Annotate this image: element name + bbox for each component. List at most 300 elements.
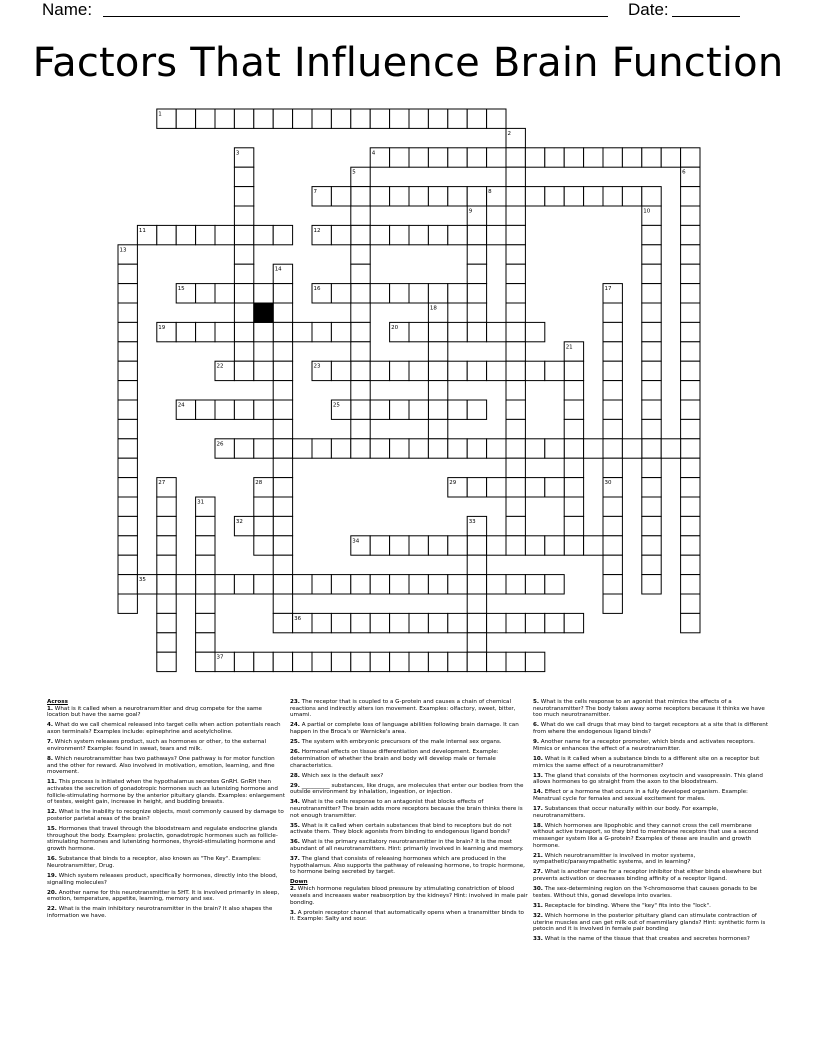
grid-cell[interactable] — [370, 284, 389, 303]
grid-cell[interactable] — [293, 322, 312, 341]
grid-cell[interactable] — [215, 109, 234, 128]
grid-cell[interactable] — [370, 536, 389, 555]
grid-cell[interactable] — [273, 381, 292, 400]
grid-cell[interactable] — [370, 400, 389, 419]
grid-cell[interactable] — [603, 575, 622, 594]
grid-cell[interactable] — [642, 439, 661, 458]
grid-cell[interactable] — [506, 478, 525, 497]
grid-cell[interactable] — [467, 284, 486, 303]
grid-cell[interactable] — [409, 361, 428, 380]
grid-cell[interactable] — [506, 225, 525, 244]
grid-cell[interactable] — [118, 497, 137, 516]
grid-cell[interactable] — [390, 536, 409, 555]
grid-cell[interactable] — [254, 109, 273, 128]
grid-cell[interactable] — [370, 613, 389, 632]
grid-cell[interactable] — [118, 284, 137, 303]
grid-cell[interactable] — [603, 439, 622, 458]
grid-cell[interactable] — [467, 148, 486, 167]
grid-cell[interactable] — [603, 497, 622, 516]
grid-cell[interactable] — [293, 652, 312, 671]
grid-cell[interactable] — [603, 342, 622, 361]
grid-cell[interactable] — [273, 458, 292, 477]
grid-cell[interactable] — [234, 400, 253, 419]
grid-cell[interactable] — [467, 613, 486, 632]
grid-cell[interactable] — [467, 439, 486, 458]
grid-cell[interactable] — [545, 148, 564, 167]
grid-cell[interactable] — [312, 652, 331, 671]
grid-cell[interactable] — [331, 439, 350, 458]
grid-cell[interactable] — [681, 225, 700, 244]
grid-cell[interactable] — [390, 109, 409, 128]
grid-cell[interactable] — [312, 613, 331, 632]
grid-cell[interactable] — [118, 400, 137, 419]
grid-cell[interactable] — [642, 516, 661, 535]
grid-cell[interactable] — [448, 613, 467, 632]
grid-cell[interactable] — [409, 322, 428, 341]
grid-cell[interactable] — [642, 458, 661, 477]
grid-cell[interactable] — [351, 342, 370, 361]
grid-cell[interactable] — [196, 109, 215, 128]
grid-cell[interactable] — [487, 322, 506, 341]
grid-cell[interactable] — [176, 575, 195, 594]
grid-cell[interactable] — [273, 536, 292, 555]
grid-cell[interactable] — [331, 613, 350, 632]
grid-cell[interactable] — [506, 458, 525, 477]
grid-cell[interactable] — [467, 225, 486, 244]
grid-cell[interactable] — [196, 225, 215, 244]
grid-cell[interactable] — [584, 148, 603, 167]
grid-cell[interactable] — [681, 497, 700, 516]
grid-cell[interactable] — [506, 575, 525, 594]
grid-cell[interactable] — [390, 439, 409, 458]
grid-cell[interactable] — [196, 633, 215, 652]
grid-cell[interactable] — [428, 284, 447, 303]
grid-cell[interactable] — [351, 575, 370, 594]
grid-cell[interactable] — [312, 575, 331, 594]
grid-cell[interactable] — [545, 439, 564, 458]
grid-cell[interactable] — [681, 594, 700, 613]
grid-cell[interactable] — [642, 555, 661, 574]
grid-cell[interactable] — [622, 439, 641, 458]
grid-cell[interactable] — [603, 187, 622, 206]
grid-cell[interactable] — [351, 264, 370, 283]
grid-cell[interactable] — [448, 536, 467, 555]
grid-cell[interactable] — [312, 322, 331, 341]
grid-cell[interactable] — [273, 400, 292, 419]
grid-cell[interactable] — [254, 516, 273, 535]
grid-cell[interactable] — [506, 303, 525, 322]
grid-cell[interactable] — [448, 361, 467, 380]
grid-cell[interactable] — [273, 594, 292, 613]
grid-cell[interactable] — [390, 652, 409, 671]
grid-cell[interactable] — [273, 361, 292, 380]
grid-cell[interactable] — [390, 148, 409, 167]
grid-cell[interactable] — [234, 245, 253, 264]
grid-cell[interactable] — [196, 575, 215, 594]
grid-cell[interactable] — [273, 284, 292, 303]
grid-cell[interactable] — [681, 361, 700, 380]
grid-cell[interactable] — [331, 187, 350, 206]
grid-cell[interactable] — [661, 439, 680, 458]
grid-cell[interactable] — [273, 109, 292, 128]
grid-cell[interactable] — [254, 284, 273, 303]
grid-cell[interactable] — [428, 109, 447, 128]
grid-cell[interactable] — [642, 400, 661, 419]
grid-cell[interactable] — [564, 458, 583, 477]
grid-cell[interactable] — [467, 400, 486, 419]
grid-cell[interactable] — [525, 478, 544, 497]
grid-cell[interactable] — [293, 109, 312, 128]
grid-cell[interactable] — [428, 652, 447, 671]
grid-cell[interactable] — [506, 187, 525, 206]
grid-cell[interactable] — [622, 148, 641, 167]
grid-cell[interactable] — [448, 225, 467, 244]
grid-cell[interactable] — [506, 148, 525, 167]
grid-cell[interactable] — [506, 400, 525, 419]
grid-cell[interactable] — [467, 652, 486, 671]
grid-cell[interactable] — [642, 381, 661, 400]
grid-cell[interactable] — [157, 536, 176, 555]
grid-cell[interactable] — [351, 225, 370, 244]
grid-cell[interactable] — [584, 536, 603, 555]
grid-cell[interactable] — [370, 439, 389, 458]
grid-cell[interactable] — [681, 400, 700, 419]
grid-cell[interactable] — [157, 225, 176, 244]
grid-cell[interactable] — [254, 497, 273, 516]
grid-cell[interactable] — [603, 303, 622, 322]
grid-cell[interactable] — [273, 555, 292, 574]
grid-cell[interactable] — [681, 439, 700, 458]
grid-cell[interactable] — [564, 381, 583, 400]
grid-cell[interactable] — [157, 652, 176, 671]
grid-cell[interactable] — [331, 575, 350, 594]
grid-cell[interactable] — [467, 555, 486, 574]
grid-cell[interactable] — [351, 206, 370, 225]
grid-cell[interactable] — [603, 322, 622, 341]
grid-cell[interactable] — [448, 575, 467, 594]
grid-cell[interactable] — [312, 439, 331, 458]
grid-cell[interactable] — [234, 361, 253, 380]
grid-cell[interactable] — [681, 322, 700, 341]
grid-cell[interactable] — [273, 439, 292, 458]
grid-cell[interactable] — [118, 342, 137, 361]
grid-cell[interactable] — [564, 536, 583, 555]
grid-cell[interactable] — [525, 187, 544, 206]
grid-cell[interactable] — [603, 419, 622, 438]
grid-cell[interactable] — [642, 419, 661, 438]
grid-cell[interactable] — [525, 439, 544, 458]
grid-cell[interactable] — [273, 497, 292, 516]
grid-cell[interactable] — [370, 187, 389, 206]
grid-cell[interactable] — [409, 439, 428, 458]
grid-cell[interactable] — [351, 419, 370, 438]
grid-cell[interactable] — [157, 516, 176, 535]
grid-cell[interactable] — [234, 439, 253, 458]
grid-cell[interactable] — [564, 439, 583, 458]
grid-cell[interactable] — [506, 167, 525, 186]
grid-cell[interactable] — [506, 284, 525, 303]
grid-cell[interactable] — [564, 400, 583, 419]
grid-cell[interactable] — [118, 478, 137, 497]
grid-cell[interactable] — [467, 594, 486, 613]
grid-cell[interactable] — [254, 652, 273, 671]
grid-cell[interactable] — [118, 439, 137, 458]
grid-cell[interactable] — [545, 536, 564, 555]
grid-cell[interactable] — [506, 497, 525, 516]
grid-cell[interactable] — [196, 536, 215, 555]
grid-cell[interactable] — [331, 361, 350, 380]
grid-cell[interactable] — [642, 225, 661, 244]
grid-cell[interactable] — [487, 536, 506, 555]
grid-cell[interactable] — [428, 575, 447, 594]
grid-cell[interactable] — [661, 148, 680, 167]
grid-cell[interactable] — [254, 400, 273, 419]
grid-cell[interactable] — [487, 439, 506, 458]
grid-cell[interactable] — [681, 187, 700, 206]
grid-cell[interactable] — [331, 109, 350, 128]
grid-cell[interactable] — [603, 516, 622, 535]
grid-cell[interactable] — [196, 652, 215, 671]
grid-cell[interactable] — [603, 148, 622, 167]
grid-cell[interactable] — [390, 225, 409, 244]
grid-cell[interactable] — [215, 400, 234, 419]
grid-cell[interactable] — [273, 652, 292, 671]
grid-cell[interactable] — [525, 613, 544, 632]
grid-cell[interactable] — [642, 245, 661, 264]
grid-cell[interactable] — [428, 381, 447, 400]
grid-cell[interactable] — [545, 361, 564, 380]
grid-cell[interactable] — [584, 439, 603, 458]
grid-cell[interactable] — [254, 439, 273, 458]
grid-cell[interactable] — [215, 322, 234, 341]
grid-cell[interactable] — [448, 187, 467, 206]
grid-cell[interactable] — [564, 613, 583, 632]
grid-cell[interactable] — [428, 361, 447, 380]
grid-cell[interactable] — [467, 575, 486, 594]
grid-cell[interactable] — [351, 381, 370, 400]
grid-cell[interactable] — [331, 284, 350, 303]
grid-cell[interactable] — [681, 555, 700, 574]
grid-cell[interactable] — [234, 284, 253, 303]
grid-cell[interactable] — [234, 167, 253, 186]
grid-cell[interactable] — [642, 478, 661, 497]
grid-cell[interactable] — [564, 361, 583, 380]
grid-cell[interactable] — [545, 575, 564, 594]
grid-cell[interactable] — [273, 478, 292, 497]
grid-cell[interactable] — [428, 342, 447, 361]
grid-cell[interactable] — [603, 361, 622, 380]
grid-cell[interactable] — [118, 419, 137, 438]
grid-cell[interactable] — [467, 361, 486, 380]
grid-cell[interactable] — [118, 516, 137, 535]
grid-cell[interactable] — [176, 109, 195, 128]
grid-cell[interactable] — [467, 264, 486, 283]
grid-cell[interactable] — [331, 225, 350, 244]
grid-cell[interactable] — [506, 245, 525, 264]
grid-cell[interactable] — [642, 284, 661, 303]
grid-cell[interactable] — [681, 342, 700, 361]
grid-cell[interactable] — [564, 478, 583, 497]
grid-cell[interactable] — [448, 148, 467, 167]
grid-cell[interactable] — [487, 652, 506, 671]
grid-cell[interactable] — [409, 225, 428, 244]
grid-cell[interactable] — [273, 322, 292, 341]
grid-cell[interactable] — [487, 478, 506, 497]
grid-cell[interactable] — [642, 322, 661, 341]
grid-cell[interactable] — [254, 536, 273, 555]
grid-cell[interactable] — [642, 342, 661, 361]
grid-cell[interactable] — [642, 361, 661, 380]
grid-cell[interactable] — [254, 361, 273, 380]
grid-cell[interactable] — [351, 400, 370, 419]
grid-cell[interactable] — [390, 361, 409, 380]
grid-cell[interactable] — [642, 303, 661, 322]
grid-cell[interactable] — [409, 187, 428, 206]
grid-cell[interactable] — [215, 575, 234, 594]
grid-cell[interactable] — [467, 322, 486, 341]
grid-cell[interactable] — [603, 400, 622, 419]
grid-cell[interactable] — [118, 536, 137, 555]
grid-cell[interactable] — [273, 516, 292, 535]
grid-cell[interactable] — [428, 613, 447, 632]
grid-cell[interactable] — [196, 322, 215, 341]
grid-cell[interactable] — [118, 264, 137, 283]
grid-cell[interactable] — [409, 652, 428, 671]
grid-cell[interactable] — [234, 342, 253, 361]
grid-cell[interactable] — [564, 187, 583, 206]
grid-cell[interactable] — [681, 245, 700, 264]
grid-cell[interactable] — [215, 284, 234, 303]
grid-cell[interactable] — [467, 245, 486, 264]
grid-cell[interactable] — [506, 361, 525, 380]
grid-cell[interactable] — [681, 536, 700, 555]
grid-cell[interactable] — [196, 594, 215, 613]
grid-cell[interactable] — [681, 478, 700, 497]
grid-cell[interactable] — [234, 303, 253, 322]
grid-cell[interactable] — [545, 613, 564, 632]
grid-cell[interactable] — [331, 652, 350, 671]
grid-cell[interactable] — [370, 225, 389, 244]
grid-cell[interactable] — [157, 594, 176, 613]
grid-cell[interactable] — [525, 322, 544, 341]
grid-cell[interactable] — [448, 439, 467, 458]
grid-cell[interactable] — [118, 361, 137, 380]
grid-cell[interactable] — [681, 264, 700, 283]
grid-cell[interactable] — [487, 109, 506, 128]
grid-cell[interactable] — [234, 187, 253, 206]
grid-cell[interactable] — [234, 652, 253, 671]
grid-cell[interactable] — [448, 652, 467, 671]
grid-cell[interactable] — [176, 225, 195, 244]
grid-cell[interactable] — [506, 516, 525, 535]
grid-cell[interactable] — [196, 284, 215, 303]
grid-cell[interactable] — [681, 206, 700, 225]
grid-cell[interactable] — [506, 613, 525, 632]
grid-cell[interactable] — [487, 613, 506, 632]
grid-cell[interactable] — [390, 284, 409, 303]
grid-cell[interactable] — [564, 497, 583, 516]
grid-cell[interactable] — [545, 187, 564, 206]
grid-cell[interactable] — [370, 575, 389, 594]
grid-cell[interactable] — [273, 225, 292, 244]
grid-cell[interactable] — [506, 536, 525, 555]
grid-cell[interactable] — [351, 303, 370, 322]
grid-cell[interactable] — [331, 322, 350, 341]
grid-cell[interactable] — [234, 322, 253, 341]
grid-cell[interactable] — [351, 652, 370, 671]
grid-cell[interactable] — [254, 322, 273, 341]
grid-cell[interactable] — [525, 652, 544, 671]
grid-cell[interactable] — [448, 322, 467, 341]
grid-cell[interactable] — [428, 148, 447, 167]
grid-cell[interactable] — [681, 516, 700, 535]
grid-cell[interactable] — [428, 439, 447, 458]
grid-cell[interactable] — [506, 381, 525, 400]
grid-cell[interactable] — [506, 264, 525, 283]
grid-cell[interactable] — [157, 575, 176, 594]
grid-cell[interactable] — [390, 613, 409, 632]
grid-cell[interactable] — [293, 575, 312, 594]
grid-cell[interactable] — [409, 109, 428, 128]
grid-cell[interactable] — [681, 575, 700, 594]
grid-cell[interactable] — [370, 652, 389, 671]
grid-cell[interactable] — [487, 575, 506, 594]
grid-cell[interactable] — [642, 264, 661, 283]
grid-cell[interactable] — [273, 303, 292, 322]
grid-cell[interactable] — [234, 264, 253, 283]
grid-cell[interactable] — [273, 419, 292, 438]
grid-cell[interactable] — [603, 594, 622, 613]
grid-cell[interactable] — [118, 381, 137, 400]
grid-cell[interactable] — [506, 206, 525, 225]
grid-cell[interactable] — [118, 575, 137, 594]
grid-cell[interactable] — [603, 381, 622, 400]
grid-cell[interactable] — [351, 245, 370, 264]
grid-cell[interactable] — [428, 536, 447, 555]
grid-cell[interactable] — [273, 575, 292, 594]
grid-cell[interactable] — [487, 361, 506, 380]
grid-cell[interactable] — [196, 516, 215, 535]
grid-cell[interactable] — [642, 148, 661, 167]
grid-cell[interactable] — [642, 575, 661, 594]
grid-cell[interactable] — [681, 381, 700, 400]
grid-cell[interactable] — [351, 109, 370, 128]
grid-cell[interactable] — [525, 148, 544, 167]
grid-cell[interactable] — [448, 284, 467, 303]
grid-cell[interactable] — [370, 109, 389, 128]
grid-cell[interactable] — [506, 322, 525, 341]
grid-cell[interactable] — [234, 109, 253, 128]
grid-cell[interactable] — [681, 284, 700, 303]
grid-cell[interactable] — [681, 148, 700, 167]
grid-cell[interactable] — [428, 187, 447, 206]
grid-cell[interactable] — [118, 458, 137, 477]
grid-cell[interactable] — [681, 613, 700, 632]
grid-cell[interactable] — [603, 536, 622, 555]
grid-cell[interactable] — [584, 187, 603, 206]
grid-cell[interactable] — [467, 633, 486, 652]
grid-cell[interactable] — [409, 400, 428, 419]
grid-cell[interactable] — [118, 322, 137, 341]
grid-cell[interactable] — [564, 419, 583, 438]
grid-cell[interactable] — [506, 439, 525, 458]
grid-cell[interactable] — [254, 225, 273, 244]
grid-cell[interactable] — [176, 322, 195, 341]
grid-cell[interactable] — [157, 497, 176, 516]
grid-cell[interactable] — [409, 536, 428, 555]
grid-cell[interactable] — [642, 497, 661, 516]
grid-cell[interactable] — [118, 303, 137, 322]
